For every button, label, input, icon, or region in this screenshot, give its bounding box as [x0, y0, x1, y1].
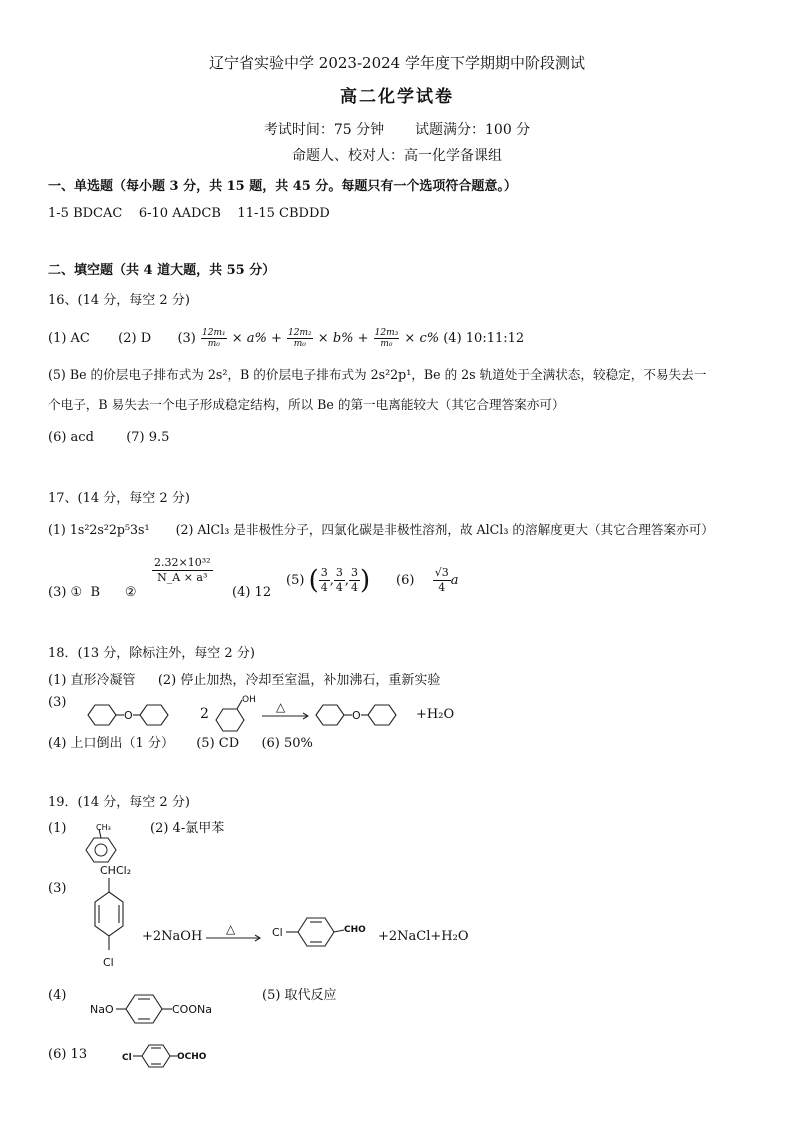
q18-heading: 18．(13 分，除标注外，每空 2 分) — [48, 646, 255, 661]
frac-denominator: 4 — [438, 581, 446, 594]
q18-a4: (4) 上口倒出（1 分） — [48, 736, 174, 751]
exam-authors: 命题人、校对人：高一化学备课组 — [292, 148, 502, 164]
q17-heading: 17、(14 分，每空 2 分) — [48, 491, 190, 506]
q16-a3-frac2 — [287, 328, 313, 349]
q17-a1: (1) 1s²2s²2p⁵3s¹ — [48, 522, 150, 537]
q17-a2: (2) AlCl₃ 是非极性分子，四氯化碳是非极性溶剂，故 AlCl₃ 的溶解度更大（其它合理答案亦可） — [175, 522, 714, 537]
frac-numerator: 3 — [320, 566, 328, 579]
heat-symbol: △ — [276, 700, 286, 714]
frac-denominator: m₀ — [207, 339, 220, 349]
q17-a3: (3) ① B ② — [48, 585, 137, 600]
q16-a3-term2: × b% + — [317, 331, 369, 346]
frac-denominator: N_A × a³ — [157, 571, 208, 584]
right-paren: ) — [360, 565, 371, 596]
benzene-ring — [86, 838, 116, 862]
q17-a6-prefix: (6) — [396, 573, 415, 588]
q16-heading: 16、(14 分，每空 2 分) — [48, 293, 190, 308]
cyclohexane-ring — [368, 705, 396, 725]
cyclohexane-ring — [140, 705, 168, 725]
frac-numerator: 12m₃ — [374, 328, 399, 338]
formate-group: OCHO — [177, 1052, 207, 1062]
frac-denominator: m₀ — [293, 339, 306, 349]
chlorine-atom: Cl — [103, 956, 114, 969]
q18-answers-4-6 — [48, 735, 313, 753]
exam-time: 考试时间：75 分钟 — [263, 122, 385, 138]
cyclohexane-ring — [88, 705, 116, 725]
q16-a5-line1: (5) Be 的价层电子排布式为 2s²，B 的价层电子排布式为 2s²2p¹，Be 的 2s 轨道处于全满状态，较稳定，不易失去一 — [48, 367, 707, 382]
q16-a2: (2) D — [118, 331, 152, 346]
chlorobenzal-chloride-structure — [82, 862, 152, 974]
chlorophenyl-formate-structure — [120, 1038, 230, 1072]
q17-a5: (5) ( $\frac{3}{4}$, $\frac{3}{4}$, $\frac{3}{4}$) — [286, 565, 371, 596]
frac-numerator: 12m₂ — [288, 328, 312, 338]
density-fraction — [152, 556, 213, 585]
frac-denominator: 4 — [320, 581, 328, 594]
product-ether-structure — [310, 700, 410, 732]
chlorine-atom: Cl — [122, 1053, 132, 1063]
q17-answers-1-2 — [48, 521, 714, 539]
q18-coefficient: 2 — [200, 706, 209, 722]
q17-a6-variable: a — [450, 573, 459, 588]
q19-a1-label: (1) — [48, 821, 67, 836]
dichloromethyl-group: CHCl₂ — [100, 864, 132, 877]
frac-numerator: 12m₁ — [202, 328, 226, 338]
q16-a5-line2: 个电子，B 易失去一个电子形成稳定结构，所以 Be 的第一电离能较大（其它合理答案亦可） — [48, 397, 565, 412]
q16-a3-term3: × c% — [404, 331, 440, 346]
oxygen-atom: O — [352, 709, 361, 722]
aromatic-circle — [95, 844, 107, 856]
dicyclohexyl-ether-structure — [78, 700, 178, 732]
methyl-group: CH₃ — [96, 823, 111, 832]
frac-numerator: 2.32×10³² — [154, 556, 211, 569]
frac-denominator: 4 — [351, 581, 358, 594]
q18-a3-label: (3) — [48, 695, 67, 710]
frac-numerator: 3 — [335, 566, 343, 579]
q17-a6 — [396, 566, 458, 596]
distance-fraction — [433, 566, 451, 595]
chlorine-atom: Cl — [272, 926, 283, 939]
q19-a3-label: (3) — [48, 881, 67, 896]
q16-a7: (7) 9.5 — [126, 430, 170, 445]
reaction-arrow — [260, 712, 312, 720]
page-title: 高二化学试卷 — [340, 87, 454, 107]
q19-heading: 19．(14 分，每空 2 分) — [48, 795, 190, 810]
bond — [334, 930, 344, 932]
aldehyde-group: CHO — [344, 925, 366, 935]
chlorobenzaldehyde-structure — [270, 908, 380, 952]
q16-a3-frac3 — [374, 328, 400, 349]
cyclohexane-ring — [216, 709, 244, 731]
left-paren: ( — [308, 565, 319, 596]
carboxylate-group: COONa — [172, 1003, 212, 1016]
q16-a1: (1) AC — [48, 331, 90, 346]
coord-frac-2 — [334, 566, 345, 595]
exam-full-score: 试题满分：100 分 — [415, 122, 531, 138]
q19-a5: (5) 取代反应 — [262, 988, 337, 1003]
heat-symbol: △ — [226, 922, 236, 936]
q16-a3-prefix: (3) — [177, 331, 196, 346]
oxygen-atom: O — [124, 709, 133, 722]
hydroxyl-group: OH — [242, 695, 256, 705]
frac-denominator: m₀ — [380, 339, 393, 349]
q16-a3-frac1 — [201, 328, 227, 349]
q18-a6: (6) 50% — [261, 736, 313, 751]
frac-numerator: √3 — [434, 566, 449, 579]
coord-frac-1 — [319, 566, 330, 595]
water-product: +H₂O — [416, 707, 455, 722]
section1-heading: 一、单选题（每小题 3 分，共 15 题，共 45 分。每题只有一个选项符合题意。） — [48, 179, 517, 194]
naoh-reagent: +2NaOH — [142, 929, 203, 944]
exam-info — [0, 121, 794, 139]
q19-a4-label: (4) — [48, 988, 67, 1003]
q16-a3-term1: × a% + — [231, 331, 282, 346]
q17-a5-prefix: (5) — [286, 573, 305, 588]
reaction-arrow — [204, 934, 264, 942]
q18-a5: (5) CD — [196, 736, 240, 751]
q16-answers-6-7 — [48, 429, 169, 447]
school-exam-title: 辽宁省实验中学 2023-2024 学年度下学期期中阶段测试 — [209, 54, 585, 72]
q16-a4: (4) 10:11:12 — [443, 331, 525, 346]
coord-frac-3 — [349, 566, 360, 595]
q18-a1: (1) 直形冷凝管 — [48, 673, 136, 688]
q19-a6: (6) 13 — [48, 1047, 88, 1062]
q16-a6: (6) acd — [48, 430, 94, 445]
q16-answers-1-4 — [48, 328, 524, 350]
q17-a4: (4) 12 — [232, 585, 272, 600]
q18-answers-1-2 — [48, 672, 440, 690]
disodium-hydroxybenzoate-structure — [88, 986, 238, 1030]
frac-denominator: 4 — [335, 581, 343, 594]
q18-a2: (2) 停止加热，冷却至室温，补加沸石，重新实验 — [157, 673, 441, 688]
q19-a2: (2) 4-氯甲苯 — [150, 821, 225, 836]
toluene-structure — [82, 820, 132, 866]
section2-heading: 二、填空题（共 4 道大题，共 55 分） — [48, 263, 276, 278]
cyclohexane-ring — [316, 705, 344, 725]
section1-answers: 1-5 BDCAC 6-10 AADCB 11-15 CBDDD — [48, 206, 330, 221]
sodium-oxide-group: NaO — [90, 1003, 114, 1016]
q17-a3-density — [152, 556, 213, 585]
q19-a3-products: +2NaCl+H₂O — [378, 929, 469, 944]
frac-numerator: 3 — [351, 566, 358, 579]
